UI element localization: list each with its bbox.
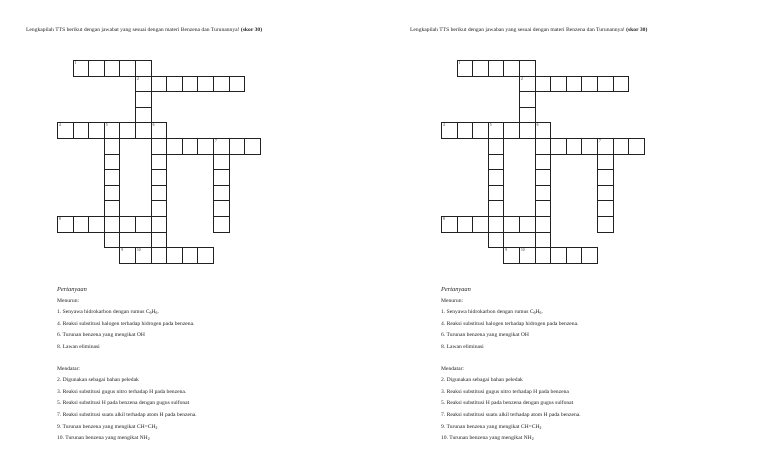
crossword-cell[interactable] xyxy=(104,154,121,171)
crossword-cell[interactable] xyxy=(613,76,630,93)
crossword-cell[interactable] xyxy=(441,216,458,233)
crossword-cell[interactable] xyxy=(535,247,552,264)
instruction-text: Lengkapilah TTS berikut dengan jawabat yang sesuai dengan materi Benzena dan Turunannya! xyxy=(26,27,240,33)
crossword-cell[interactable] xyxy=(88,216,105,233)
down-clue: 2. Digunakan sebagai bahan peledak xyxy=(441,377,523,384)
crossword-cell[interactable] xyxy=(457,216,474,233)
worksheet-page-right xyxy=(384,0,768,466)
crossword-cell[interactable] xyxy=(104,185,121,202)
crossword-cell[interactable] xyxy=(519,107,536,124)
crossword-cell[interactable] xyxy=(88,122,105,139)
crossword-cell[interactable] xyxy=(135,91,152,108)
down-clue: 3. Reaksi substitusi gugus nitro terhadap H pada benzena. xyxy=(57,388,187,395)
crossword-cell[interactable] xyxy=(550,76,567,93)
down-clue: 9. Turunan benzena yang mengikat $CH=CH_2$ xyxy=(57,423,158,430)
down-clue: 7. Reaksi substitusi suatu alkil terhadap atom H pada benzena. xyxy=(441,411,581,418)
across-clue: 4. Reaksi substitusi halogen terhadap hidrogen pada benzena. xyxy=(57,320,195,327)
crossword-cell[interactable] xyxy=(597,185,614,202)
crossword-cell[interactable] xyxy=(472,122,489,139)
crossword-cell[interactable] xyxy=(182,138,199,155)
crossword-cell[interactable] xyxy=(457,122,474,139)
crossword-cell[interactable] xyxy=(151,154,168,171)
crossword-cell[interactable] xyxy=(151,138,168,155)
across-title: Menurun: xyxy=(57,297,80,304)
crossword-cell[interactable] xyxy=(166,138,183,155)
cell-number: 6 xyxy=(152,123,155,128)
crossword-cell[interactable] xyxy=(519,122,536,139)
crossword-cell[interactable] xyxy=(166,247,183,264)
cell-number: 7 xyxy=(215,139,217,143)
crossword-cell[interactable] xyxy=(213,185,230,202)
score-label: (skor 30) xyxy=(240,27,263,33)
crossword-cell[interactable] xyxy=(182,247,199,264)
crossword-cell[interactable] xyxy=(244,138,261,155)
crossword-cell[interactable] xyxy=(597,154,614,171)
down-clue: 10. Turunan benzena yang mengikat $NH_2$ xyxy=(57,435,150,442)
across-clue: 4. Reaksi substitusi halogen terhadap hidrogen pada benzena. xyxy=(441,320,579,327)
questions xyxy=(57,284,197,445)
crossword-cell[interactable] xyxy=(457,60,474,77)
crossword-cell[interactable] xyxy=(597,200,614,217)
crossword-cell[interactable] xyxy=(151,200,168,217)
crossword-cell[interactable] xyxy=(519,60,536,77)
cell-number: 9 xyxy=(121,248,124,253)
crossword-cell[interactable] xyxy=(503,60,520,77)
crossword-cell[interactable] xyxy=(119,60,136,77)
crossword-cell[interactable] xyxy=(151,76,168,93)
across-clue: 1. Senyawa hidrokarbon dengan rumus $C_6H_6$. xyxy=(57,309,159,316)
crossword-cell[interactable] xyxy=(535,154,552,171)
down-clue: 5. Reaksi substitusi H pada benzena dengan gugus sulfonat xyxy=(441,400,574,407)
down-clue: 3. Reaksi substitusi gugus nitro terhadap H pada benzena xyxy=(441,388,569,395)
down-clue: 2. Digunakan sebagai bahan peledak xyxy=(57,377,139,384)
questions xyxy=(441,284,581,445)
cell-number: 10 xyxy=(521,248,525,253)
cell-number: 1 xyxy=(74,61,77,65)
cell-number: 2 xyxy=(137,76,139,81)
down-clue: 5. Reaksi substitusi H pada benzena dengan gugus sulfonat xyxy=(57,400,190,407)
cell-number: 10 xyxy=(137,248,141,253)
crossword-cell[interactable] xyxy=(182,76,199,93)
cell-number: 2 xyxy=(521,76,523,81)
crossword-cell[interactable] xyxy=(535,138,552,155)
crossword-cell[interactable] xyxy=(104,138,121,155)
crossword-cell[interactable] xyxy=(73,122,90,139)
crossword-cell[interactable] xyxy=(566,76,583,93)
crossword-cell[interactable] xyxy=(73,216,90,233)
crossword-cell[interactable] xyxy=(597,138,614,155)
crossword-cell[interactable] xyxy=(503,216,520,233)
crossword-cell[interactable] xyxy=(229,138,246,155)
cell-number: 4 xyxy=(443,123,445,128)
crossword-cell[interactable] xyxy=(488,138,505,155)
questions-title: Pertanyaan xyxy=(441,286,471,293)
down-title: Mendatar: xyxy=(57,365,80,372)
crossword-cell[interactable] xyxy=(151,232,168,249)
crossword-cell[interactable] xyxy=(57,122,74,139)
cell-number: 8 xyxy=(443,217,445,221)
crossword-cell[interactable] xyxy=(197,138,214,155)
crossword-cell[interactable] xyxy=(119,216,136,233)
crossword-cell[interactable] xyxy=(213,76,230,93)
crossword-cell[interactable] xyxy=(597,169,614,186)
crossword-cell[interactable] xyxy=(213,169,230,186)
cell-number: 5 xyxy=(489,123,492,128)
crossword-cell[interactable] xyxy=(229,76,246,93)
down-title: Mendatar: xyxy=(441,365,464,372)
crossword-cell[interactable] xyxy=(535,76,552,93)
crossword-cell[interactable] xyxy=(488,232,505,249)
crossword-cell[interactable] xyxy=(213,154,230,171)
crossword-cell[interactable] xyxy=(581,76,598,93)
crossword-cell[interactable] xyxy=(550,247,567,264)
cell-number: 1 xyxy=(458,61,461,65)
cell-number: 8 xyxy=(59,217,61,221)
down-clue: 7. Reaksi substitusi suatu alkil terhadap atom H pada benzena. xyxy=(57,411,197,418)
crossword-cell[interactable] xyxy=(104,60,121,77)
crossword-cell[interactable] xyxy=(213,138,230,155)
crossword-cell[interactable] xyxy=(488,169,505,186)
crossword-cell[interactable] xyxy=(535,232,552,249)
crossword-cell[interactable] xyxy=(104,169,121,186)
cell-number: 5 xyxy=(105,123,108,128)
crossword-cell[interactable] xyxy=(535,216,552,233)
crossword-grid xyxy=(0,0,384,300)
crossword-cell[interactable] xyxy=(135,76,152,93)
crossword-cell[interactable] xyxy=(197,247,214,264)
crossword-cell[interactable] xyxy=(519,91,536,108)
crossword-cell[interactable] xyxy=(151,216,168,233)
crossword-cell[interactable] xyxy=(135,107,152,124)
crossword-cell[interactable] xyxy=(566,138,583,155)
crossword-cell[interactable] xyxy=(57,216,74,233)
across-clue: 6. Turunan benzena yang mengikat OH xyxy=(57,332,145,339)
crossword-cell[interactable] xyxy=(151,185,168,202)
crossword-cell[interactable] xyxy=(581,138,598,155)
crossword-cell[interactable] xyxy=(213,200,230,217)
crossword-cell[interactable] xyxy=(519,76,536,93)
across-clue: 6. Turunan benzena yang mengikat OH xyxy=(441,332,529,339)
questions-title: Pertanyaan xyxy=(57,286,87,293)
across-clue: 8. Lawan eliminasi xyxy=(57,343,100,350)
crossword-cell[interactable] xyxy=(135,60,152,77)
crossword-cell[interactable] xyxy=(581,247,598,264)
crossword-cell[interactable] xyxy=(597,76,614,93)
crossword-cell[interactable] xyxy=(519,247,536,264)
crossword-cell[interactable] xyxy=(151,247,168,264)
instruction-text: Lengkapilah TTS berikut dengan jawaban yang sesuai dengan materi Benzena dan Turunannya! xyxy=(410,27,625,33)
crossword-cell[interactable] xyxy=(135,122,152,139)
crossword-cell[interactable] xyxy=(628,138,645,155)
down-clue: 10. Turunan benzena yang mengikat $NH_2$ xyxy=(441,435,534,442)
crossword-cell[interactable] xyxy=(213,216,230,233)
crossword-cell[interactable] xyxy=(88,60,105,77)
crossword-cell[interactable] xyxy=(119,247,136,264)
crossword-cell[interactable] xyxy=(472,216,489,233)
crossword-cell[interactable] xyxy=(597,216,614,233)
crossword-cell[interactable] xyxy=(135,216,152,233)
down-clue: 9. Turunan benzena yang mengikat $CH=CH_2$ xyxy=(441,423,542,430)
crossword-cell[interactable] xyxy=(151,169,168,186)
crossword-grid xyxy=(384,0,768,300)
score-label: (skor 30) xyxy=(626,27,648,33)
crossword-cell[interactable] xyxy=(104,122,121,139)
crossword-cell[interactable] xyxy=(104,216,121,233)
crossword-cell[interactable] xyxy=(166,76,183,93)
crossword-cell[interactable] xyxy=(566,247,583,264)
crossword-cell[interactable] xyxy=(488,200,505,217)
crossword-cell[interactable] xyxy=(441,122,458,139)
crossword-cell[interactable] xyxy=(613,138,630,155)
crossword-cell[interactable] xyxy=(104,200,121,217)
across-clue: 8. Lawan eliminasi xyxy=(441,343,484,350)
crossword-cell[interactable] xyxy=(503,247,520,264)
crossword-cell[interactable] xyxy=(550,138,567,155)
crossword-cell[interactable] xyxy=(488,60,505,77)
across-clue: 1. Senyawa hidrokarbon dengan rumus $C_6H_6$. xyxy=(441,309,543,316)
crossword-cell[interactable] xyxy=(104,232,121,249)
crossword-cell[interactable] xyxy=(488,185,505,202)
crossword-cell[interactable] xyxy=(73,60,90,77)
crossword-cell[interactable] xyxy=(197,76,214,93)
crossword-cell[interactable] xyxy=(488,122,505,139)
crossword-cell[interactable] xyxy=(119,122,136,139)
crossword-cell[interactable] xyxy=(488,216,505,233)
crossword-cell[interactable] xyxy=(488,154,505,171)
cell-number: 7 xyxy=(599,139,601,143)
cell-number: 4 xyxy=(59,123,61,128)
crossword-cell[interactable] xyxy=(472,60,489,77)
crossword-cell[interactable] xyxy=(535,169,552,186)
crossword-cell[interactable] xyxy=(519,216,536,233)
crossword-cell[interactable] xyxy=(503,122,520,139)
cell-number: 6 xyxy=(536,123,539,128)
crossword-cell[interactable] xyxy=(535,200,552,217)
across-title: Menurun: xyxy=(441,297,464,304)
cell-number: 9 xyxy=(505,248,508,253)
crossword-cell[interactable] xyxy=(535,122,552,139)
crossword-cell[interactable] xyxy=(535,185,552,202)
crossword-cell[interactable] xyxy=(135,247,152,264)
crossword-cell[interactable] xyxy=(151,122,168,139)
